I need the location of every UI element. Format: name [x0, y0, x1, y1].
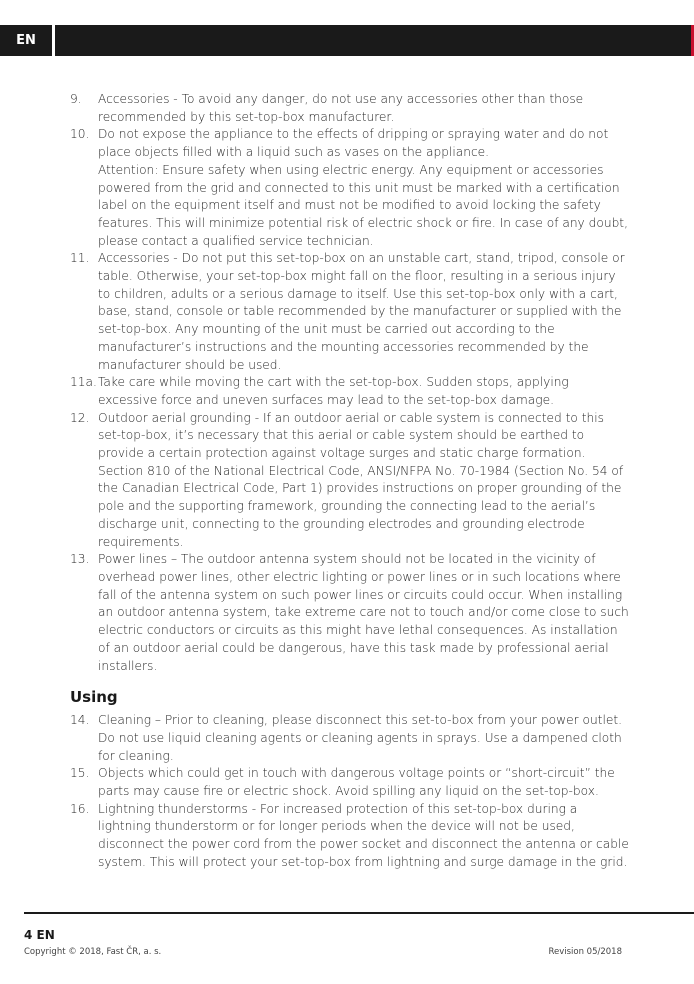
list-item-10 — [70, 126, 630, 161]
section-heading: Using — [70, 688, 118, 707]
item-text: Power lines – The outdoor antenna system should not be located in the vicinity of overhead power lines, other electric lighting or power lines or in such locations where fall of the antenna system on such power lines or circuits could occur. When installing an outdoor antenna system, take extreme care not to touch and/or come close to such electric conductors or circuits as this might have lethal consequences. As installation of an outdoor aerial could be dangerous, have this task made by professional aerial installers. — [98, 552, 629, 673]
item-number: 15. — [70, 766, 90, 781]
item-text: Accessories - To avoid any danger, do not use any accessories other than those recommended by this set-top-box manufacturer. — [98, 92, 584, 124]
list-item-11a — [70, 374, 630, 409]
item-number — [70, 162, 98, 251]
item-number: 11a. — [70, 375, 97, 390]
revision-text: Revision 05/2018 — [548, 947, 622, 957]
copyright-text: Copyright © 2018, Fast ČR, a. s. — [24, 947, 162, 957]
item-number: 9. — [70, 92, 82, 106]
item-text: Attention: Ensure safety when using electric energy. Any equipment or accessories powered from the grid and connected to this unit must be marked with a certification label on the equipment itself and must not be modified to avoid locking the safety features. This will minimize potential risk of electric shock or fire. In case of any doubt, please contact a qualified service technician. — [98, 162, 628, 248]
page-number: 4 EN — [24, 928, 55, 942]
item-text: Take care while moving the cart with the set-top-box. Sudden stops, applying excessive force and uneven surfaces may lead to the set-top-box damage. — [98, 375, 569, 407]
item-text: Do not expose the appliance to the effects of dripping or spraying water and do not place objects filled with a liquid such as vases on the appliance. — [98, 127, 609, 160]
list-item-9 — [70, 91, 630, 126]
page-content — [70, 91, 630, 872]
list-item-15 — [70, 765, 630, 800]
item-number: 12. — [70, 410, 90, 425]
item-number: 14. — [70, 713, 90, 728]
list-item-11 — [70, 250, 630, 374]
item-number: 11. — [70, 251, 90, 266]
item-number: 13. — [70, 552, 90, 567]
footer-divider — [24, 912, 694, 914]
item-text: Cleaning – Prior to cleaning, please disconnect this set-to-box from your power outlet. Do not use liquid cleaning agents or cleaning agents in sprays. Use a dampened cloth for cleaning. — [98, 713, 622, 763]
item-text: Outdoor aerial grounding - If an outdoor aerial or cable system is connected to this set-top-box, it’s necessary that this aerial or cable system should be earthed to provide a certain protection against voltage surges and static charge formation. Section 810 of the National Electrical Code, ANSI/NFPA No. 70-1984 (Section No. 54 of the Canadian Electrical Code, Part 1) provides instructions on proper grounding of the pole and the supporting framework, grounding the connecting lead to the aerial’s discharge unit, connecting to the grounding electrodes and grounding electrode requirements. — [98, 410, 624, 549]
header-bar — [0, 25, 694, 56]
item-text: Objects which could get in touch with dangerous voltage points or “short-circuit” the parts may cause fire or electric shock. Avoid spilling any liquid on the set-top-box. — [98, 766, 615, 799]
list-item-14 — [70, 712, 630, 765]
item-text: Lightning thunderstorms - For increased protection of this set-top-box during a lightning thunderstorm or for longer periods when the device will not be used, disconnect the power cord from the power socket and disconnect the antenna or cable system. This will protect your set-top-box from lightning and surge damage in the grid. — [98, 801, 629, 869]
list-item-16 — [70, 801, 630, 872]
item-number: 16. — [70, 801, 90, 816]
list-item-12 — [70, 410, 630, 552]
list-item-attention — [70, 162, 630, 251]
list-item-13 — [70, 551, 630, 675]
item-text: Accessories - Do not put this set-top-box on an unstable cart, stand, tripod, console or table. Otherwise, your set-top-box might fall on the floor, resulting in a serious injury to children, adults or a serious damage to itself. Use this set-top-box only with a cart, base, stand, console or table recommended by the manufacturer or supplied with the set-top-box. Any mounting of the unit must be carried out according to the manufacturer’s instructions and the mounting accessories recommended by the manufacturer should be used. — [98, 251, 625, 372]
language-badge: EN — [0, 25, 55, 56]
item-number: 10. — [70, 127, 90, 142]
